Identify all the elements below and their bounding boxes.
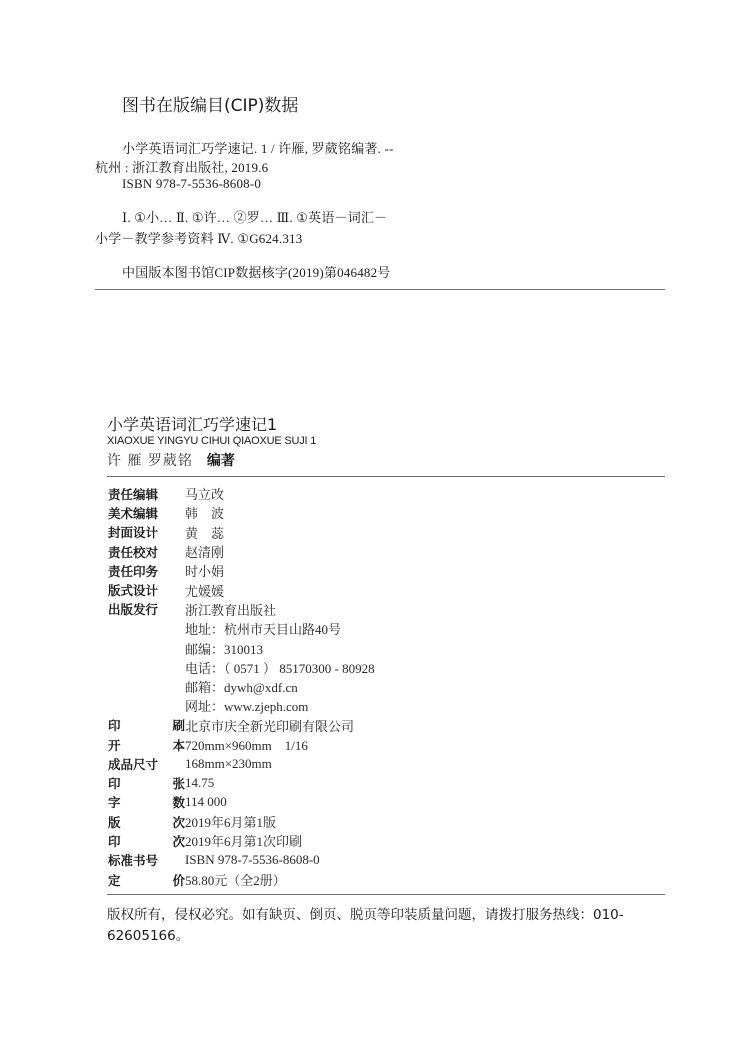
credit-label-last: 价	[172, 872, 185, 888]
credit-label	[108, 485, 185, 503]
cip-isbn: ISBN 978-7-5536-8608-0	[122, 176, 262, 191]
credit-value: 浙江教育出版社	[185, 602, 277, 618]
credit-value: 14.75	[185, 775, 215, 791]
credit-label	[108, 562, 185, 580]
credit-label-text: 版式设计	[108, 583, 159, 599]
cip-subject-line2: 小学－教学参考资料 Ⅳ. ①G624.313	[95, 231, 303, 246]
credit-value: ISBN 978-7-5536-8608-0	[185, 852, 320, 868]
credit-label-first: 印	[108, 776, 121, 792]
credit-label	[108, 813, 185, 831]
credit-label-text: 出版发行	[108, 602, 159, 618]
credit-value: 韩 波	[185, 506, 225, 522]
credit-row	[108, 851, 375, 870]
credit-label	[108, 774, 185, 792]
credit-label	[108, 600, 185, 618]
credit-row	[108, 812, 375, 831]
credit-value: 网址：www.zjeph.com	[185, 699, 309, 715]
credit-row	[108, 638, 375, 657]
credit-value: 北京市庆全新光印刷有限公司	[185, 718, 355, 734]
credit-label-first: 印	[108, 718, 121, 734]
credit-value: 马立改	[185, 487, 225, 503]
author-names: 许 雁 罗葳铭	[107, 453, 193, 469]
cip-heading: 图书在版编目(CIP)数据	[122, 96, 299, 116]
credit-value: 114 000	[185, 794, 227, 810]
credit-label	[108, 832, 185, 850]
credit-value: 720mm×960mm 1/16	[185, 738, 308, 753]
author-role: 编著	[206, 453, 235, 469]
credit-row	[108, 773, 375, 792]
credit-value: 黄 蕊	[185, 525, 225, 541]
credit-label-text: 封面设计	[108, 525, 159, 541]
credit-label	[108, 755, 185, 773]
credit-label-last: 张	[172, 776, 185, 792]
cip-entry-line2: 杭州 : 浙江教育出版社, 2019.6	[95, 160, 269, 175]
credit-row	[108, 696, 375, 715]
credit-label-first: 字	[108, 795, 121, 811]
credit-label	[108, 736, 185, 754]
copyright-notice: 版权所有，侵权必究。如有缺页、倒页、脱页等印装质量问题，请拨打服务热线：010-62605166。	[107, 907, 624, 944]
credit-value: 58.80元（全2册）	[185, 873, 286, 889]
cip-subject-line1: Ⅰ. ①小… Ⅱ. ①许… ②罗… Ⅲ. ①英语－词汇－	[122, 210, 388, 225]
book-pinyin-title: XIAOXUE YINGYU CIHUI QIAOXUE SUJI 1	[107, 435, 317, 447]
credit-label-last: 次	[172, 833, 185, 849]
credit-label	[108, 851, 185, 869]
credit-label	[108, 793, 185, 811]
credit-value: 地址：杭州市天目山路40号	[185, 622, 342, 638]
credit-label-text: 责任印务	[108, 563, 159, 579]
credit-label-first: 定	[108, 872, 121, 888]
credit-row	[108, 754, 375, 773]
credit-label-first: 印	[108, 833, 121, 849]
credit-label-last: 数	[172, 795, 185, 811]
cip-divider	[95, 289, 665, 290]
credit-label-text: 标准书号	[108, 853, 159, 869]
credit-label	[108, 581, 185, 599]
credit-label	[108, 543, 185, 561]
credit-label-first: 版	[108, 814, 121, 830]
credit-value: 时小娟	[185, 564, 225, 580]
credit-label-text: 责任编辑	[108, 486, 159, 502]
credit-row	[108, 580, 375, 599]
credit-label-text: 责任校对	[108, 544, 159, 560]
credit-row	[108, 831, 375, 850]
credit-label-last: 本	[172, 737, 185, 753]
credit-label-last: 刷	[172, 718, 185, 734]
credit-value: 邮编：310013	[185, 641, 264, 657]
credit-row	[108, 561, 375, 580]
credit-label-last: 次	[172, 814, 185, 830]
credit-label-text: 成品尺寸	[108, 756, 159, 772]
cip-record-number: 中国版本图书馆CIP数据核字(2019)第046482号	[122, 265, 391, 280]
credit-label	[108, 871, 185, 889]
credit-value: 2019年6月第1次印刷	[185, 834, 303, 850]
credit-row	[108, 484, 375, 503]
credit-value: 电话：（ 0571 ） 85170300 - 80928	[185, 660, 375, 676]
credit-label-text: 美术编辑	[108, 505, 159, 521]
credit-value: 尤媛媛	[185, 583, 225, 599]
credit-value: 2019年6月第1版	[185, 815, 277, 831]
credit-row	[108, 600, 375, 619]
credit-row	[108, 523, 375, 542]
title-divider	[107, 476, 665, 477]
credit-row	[108, 870, 375, 889]
credit-label	[108, 523, 185, 541]
credits-list	[108, 484, 375, 889]
credit-row	[108, 503, 375, 522]
credit-row	[108, 542, 375, 561]
cip-entry-line1: 小学英语词汇巧学速记. 1 / 许雁, 罗葳铭编著. --	[122, 141, 394, 156]
credit-label	[108, 716, 185, 734]
credit-value: 168mm×230mm	[185, 755, 272, 771]
credit-row	[108, 716, 375, 735]
book-authors	[107, 450, 235, 470]
credits-divider	[107, 894, 665, 895]
credit-row	[108, 793, 375, 812]
credit-row	[108, 735, 375, 754]
credit-row	[108, 658, 375, 677]
book-title: 小学英语词汇巧学速记1	[107, 415, 278, 434]
credit-row	[108, 677, 375, 696]
credit-row	[108, 619, 375, 638]
credit-value: 邮箱：dywh@xdf.cn	[185, 680, 298, 696]
credit-label-first: 开	[108, 737, 121, 753]
credit-value: 赵清刚	[185, 545, 225, 561]
credit-label	[108, 504, 185, 522]
